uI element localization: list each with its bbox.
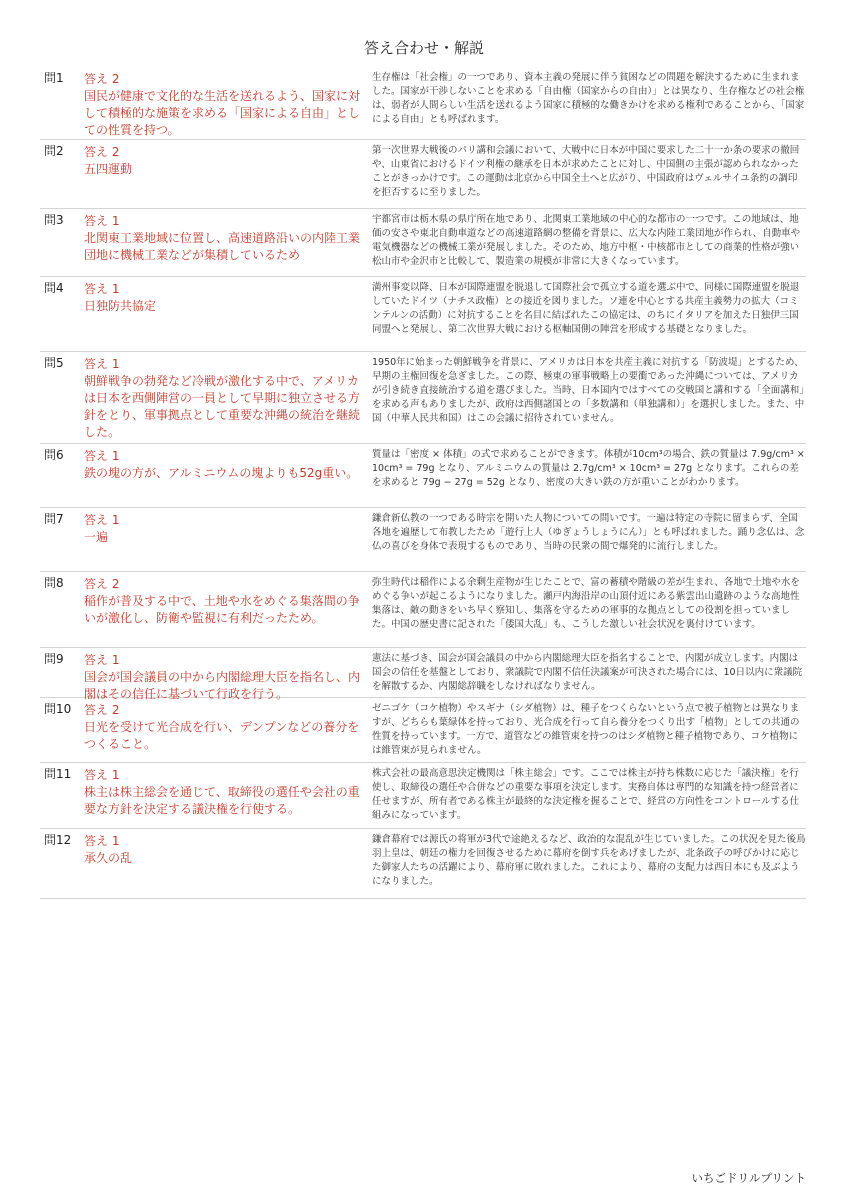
answer-label: 答え 1 xyxy=(84,513,120,527)
answer-text: 一遍 xyxy=(84,530,109,544)
explanation-text: 満州事変以降、日本が国際連盟を脱退して国際社会で孤立する道を選ぶ中で、同様に国際連盟を脱退していたドイツ（ナチス政権）との接近を図りました。ソ連を中心とする共産主義勢力の拡大（コミンテルンの活動）に対抗することを名目に結ばれたこの協定は、のちにイタリアを加えた日独伊三国同盟へと発展し、第二次世界大戦における枢軸国側の陣営を形成する基礎となりました。 xyxy=(372,282,800,335)
answer-label: 答え 1 xyxy=(84,282,120,296)
answer-text: 日独防共協定 xyxy=(84,299,157,313)
page-title: 答え合わせ・解説 xyxy=(363,39,484,57)
explanation-text: 第一次世界大戦後のパリ講和会議において、大戦中に日本が中国に要求した二十一か条の要求の撤回や、山東省におけるドイツ利権の継承を日本が求めたことに対し、中国側の主張が認められなかったことがきっかけです。この運動は北京から中国全土へと広がり、中国政府はヴェルサイユ条約の調印を拒否するに至りました。 xyxy=(372,145,800,198)
question-number: 問2 xyxy=(44,144,64,158)
question-number: 問5 xyxy=(44,356,64,370)
explanation-text: 宇都宮市は栃木県の県庁所在地であり、北関東工業地域の中心的な都市の一つです。この地域は、地価の安さや東北自動車道などの高速道路網の整備を背景に、広大な内陸工業団地が作られ、自動車や電気機器などの機械工業が発展しました。そのため、地方中枢・中核都市としての商業的性格が強い松山市や金沢市と比較して、製造業の規模が非常に大きくなっています。 xyxy=(372,214,801,267)
answer-row xyxy=(40,763,806,829)
question-number: 問12 xyxy=(44,833,72,847)
answer-cell xyxy=(78,67,372,139)
answer-cell xyxy=(78,209,372,276)
answer-cell xyxy=(78,763,372,828)
explanation-text: 株式会社の最高意思決定機関は「株主総会」です。ここでは株主が持ち株数に応じた「議決権」を行使し、取締役の選任や合併などの重要な事項を決定します。実務自体は専門的な知識を持つ経営者に任せますが、所有者である株主が最終的な決定権を握ることで、経営の方向性をコントロールする仕組みになっています。 xyxy=(372,768,800,821)
answer-cell xyxy=(78,572,372,647)
explanation-text: 鎌倉新仏教の一つである時宗を開いた人物についての問いです。一遍は特定の寺院に留まらず、全国各地を遍歴して布教したため「遊行上人（ゆぎょうしょうにん）」とも呼ばれました。踊り念仏は、念仏の喜びを身体で表現するものであり、当時の民衆の間で爆発的に流行しました。 xyxy=(372,513,805,552)
answer-label: 答え 1 xyxy=(84,357,120,371)
question-number: 問10 xyxy=(44,702,72,716)
explanation-text: 弥生時代は稲作による余剰生産物が生じたことで、富の蓄積や階級の差が生まれ、各地で土地や水をめぐる争いが起こるようになりました。瀬戸内海沿岸の山頂付近にある紫雲出山遺跡のような高地性集落は、敵の動きをいち早く察知し、集落を守るための軍事的な拠点としての役割を担っていました。中国の歴史書に記された「倭国大乱」も、こうした激しい社会状況を裏付けています。 xyxy=(372,577,800,630)
answer-list xyxy=(40,67,806,899)
explanation-text: 生存権は「社会権」の一つであり、資本主義の発展に伴う貧困などの問題を解決するために生まれました。国家が干渉しないことを求める「自由権（国家からの自由）」とは異なり、生存権などの社会権は、弱者が人間らしい生活を送れるよう国家に積極的な働きかけを求める権利であることから、「国家による自由」とも呼ばれます。 xyxy=(372,72,805,125)
answer-label: 答え 1 xyxy=(84,449,120,463)
answer-cell xyxy=(78,829,372,898)
question-number: 問4 xyxy=(44,281,64,295)
question-number: 問3 xyxy=(44,213,64,227)
question-number: 問8 xyxy=(44,576,64,590)
answer-row xyxy=(40,648,806,701)
answer-cell xyxy=(78,648,372,701)
answer-label: 答え 1 xyxy=(84,214,120,228)
answer-text: 鉄の塊の方が、アルミニウムの塊よりも52g重い。 xyxy=(84,466,359,480)
answer-text: 日光を受けて光合成を行い、デンプンなどの養分をつくること。 xyxy=(84,720,360,751)
answer-label: 答え 1 xyxy=(84,768,120,782)
answer-cell xyxy=(78,352,372,443)
answer-row xyxy=(40,140,806,209)
answer-cell xyxy=(78,444,372,507)
answer-cell xyxy=(78,277,372,351)
answer-label: 答え 2 xyxy=(84,72,120,86)
explanation-text: 鎌倉幕府では源氏の将軍が3代で途絶えるなど、政治的な混乱が生じていました。この状況を見た後鳥羽上皇は、朝廷の権力を回復させるために幕府を倒す兵をあげましたが、北条政子の呼びかけに応じた御家人たちの活躍により、幕府軍に敗れました。これにより、幕府の支配力は西日本にも及ぶようになりました。 xyxy=(372,834,806,887)
answer-cell xyxy=(78,508,372,571)
explanation-text: ゼニゴケ（コケ植物）やスギナ（シダ植物）は、種子をつくらないという点で被子植物とは異なりますが、どちらも葉緑体を持っており、光合成を行って自ら養分をつくり出す「植物」としての共通の性質を持っています。一方で、道管などの維管束を持つのはシダ植物と種子植物であり、コケ植物には維管束が見られません。 xyxy=(372,703,800,756)
answer-row xyxy=(40,698,806,763)
answer-text: 朝鮮戦争の勃発など冷戦が激化する中で、アメリカは日本を西側陣営の一員として早期に独立させる方針をとり、軍事拠点として重要な沖縄の統治を継続した。 xyxy=(84,374,361,439)
answer-row xyxy=(40,277,806,352)
explanation-text: 憲法に基づき、国会が国会議員の中から内閣総理大臣を指名することで、内閣が成立します。内閣は国会の信任を基盤としており、衆議院で内閣不信任決議案が可決された場合には、10日以内に衆議院を解散するか、内閣総辞職をしなければなりません。 xyxy=(372,653,803,692)
answer-row xyxy=(40,572,806,648)
explanation-text: 1950年に始まった朝鮮戦争を背景に、アメリカは日本を共産主義に対抗する「防波堤」とするため、早期の主権回復を急ぎました。この際、極東の軍事戦略上の要衝であった沖縄については、アメリカが引き続き直接統治する道を選びました。当時、日本国内ではすべての交戦国と講和する「全面講和」を求める声もありましたが、政府は西側諸国との「多数講和（単独講和）」を選択しました。また、中国（中華人民共和国）はこの会議に招待されていません。 xyxy=(372,357,805,424)
answer-row xyxy=(40,209,806,277)
answer-text: 承久の乱 xyxy=(84,851,133,865)
answer-row xyxy=(40,67,806,140)
answer-cell xyxy=(78,698,372,762)
question-number: 問1 xyxy=(44,71,64,85)
question-number: 問9 xyxy=(44,652,64,666)
answer-text: 北関東工業地域に位置し、高速道路沿いの内陸工業団地に機械工業などが集積しているため xyxy=(84,231,361,262)
answer-label: 答え 1 xyxy=(84,834,120,848)
question-number: 問6 xyxy=(44,448,64,462)
answer-row xyxy=(40,352,806,444)
explanation-text: 質量は「密度 × 体積」の式で求めることができます。体積が10cm³の場合、鉄の質量は 7.9g/cm³ × 10cm³ = 79g となり、アルミニウムの質量は 2.7g/cm³ × 10cm³ = 27g となります。これらの差を求めると 79g − 27g = 52g となり、密度の大きい鉄の方が重いことがわかります。 xyxy=(372,449,805,488)
answer-row xyxy=(40,444,806,508)
answer-cell xyxy=(78,140,372,208)
answer-label: 答え 1 xyxy=(84,653,120,667)
question-number: 問7 xyxy=(44,512,64,526)
answer-text: 五四運動 xyxy=(84,162,133,176)
answer-row xyxy=(40,508,806,572)
answer-text: 国会が国会議員の中から内閣総理大臣を指名し、内閣はその信任に基づいて行政を行う。 xyxy=(84,670,361,701)
answer-text: 株主は株主総会を通じて、取締役の選任や会社の重要な方針を決定する議決権を行使する。 xyxy=(84,785,360,816)
answer-label: 答え 2 xyxy=(84,145,120,159)
answer-label: 答え 2 xyxy=(84,703,120,717)
answer-label: 答え 2 xyxy=(84,577,120,591)
answer-text: 稲作が普及する中で、土地や水をめぐる集落間の争いが激化し、防衛や監視に有利だったため。 xyxy=(84,594,360,625)
footer-brand: いちごドリルプリント xyxy=(691,1171,806,1185)
answer-text: 国民が健康で文化的な生活を送れるよう、国家に対して積極的な施策を求める「国家による自由」としての性質を持つ。 xyxy=(84,89,361,137)
question-number: 問11 xyxy=(44,767,72,781)
answer-row xyxy=(40,829,806,899)
